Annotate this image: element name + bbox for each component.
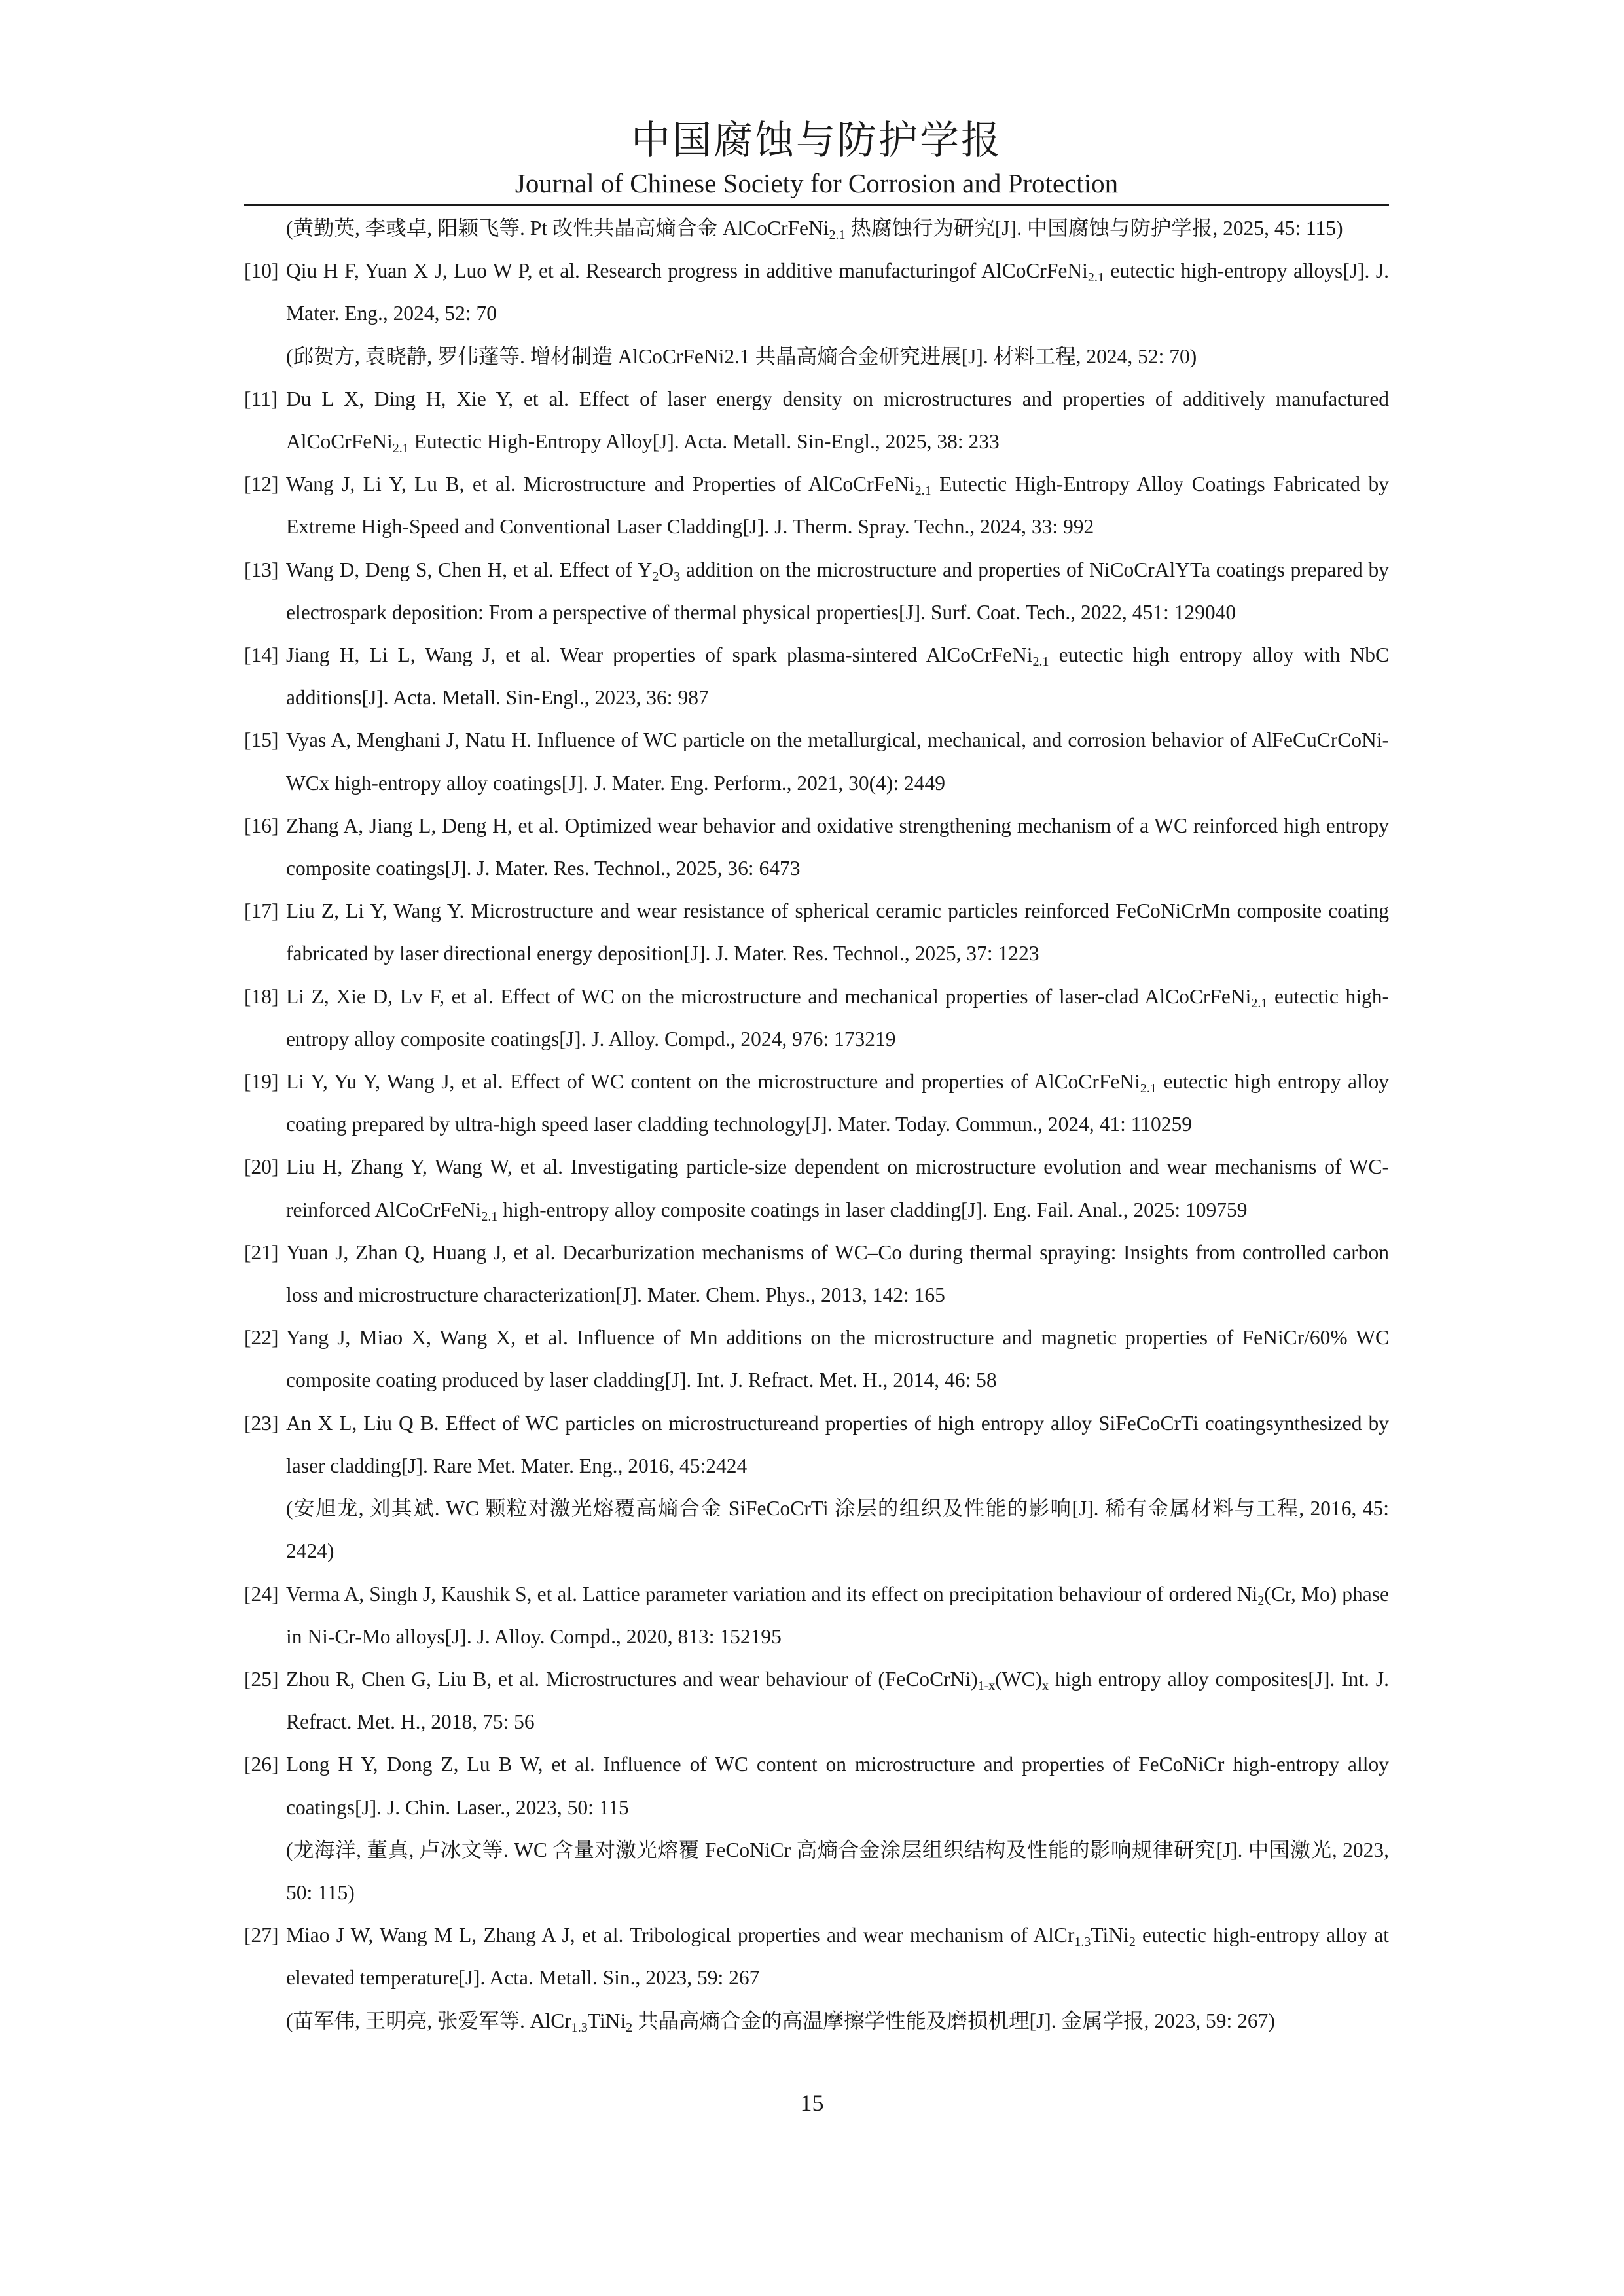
reference-translation: (邱贺方, 袁晓静, 罗伟蓬等. 增材制造 AlCoCrFeNi2.1 共晶高熵合金研究进展[J]. 材料工程, 2024, 52: 70): [286, 344, 1197, 368]
reference-text: Li Y, Yu Y, Wang J, et al. Effect of WC content on the microstructure and properties of AlCoCrFeNi$_{2.1}$ eutectic high entropy alloy coating prepared by ultra-high speed laser cladding technology[J]. Mater. Today. Commun., 2024, 41: 110259: [286, 1070, 1389, 1136]
reference-entry: [244, 975, 1389, 1060]
reference-text: (黄勤英, 李彧卓, 阳颖飞等. Pt 改性共晶高熵合金 AlCoCrFeNi$_{2.1}$ 热腐蚀行为研究[J]. 中国腐蚀与防护学报, 2025, 45: 115): [286, 217, 1343, 242]
reference-number: [11]: [244, 387, 278, 410]
reference-number: [16]: [244, 814, 279, 837]
reference-entry: [244, 1658, 1389, 1743]
reference-number: [21]: [244, 1240, 279, 1264]
reference-number: [10]: [244, 259, 279, 283]
reference-translation: (苗军伟, 王明亮, 张爱军等. AlCr$_{1.3}$TiNi$_2$ 共晶高熵合金的高温摩擦学性能及磨损机理[J]. 金属学报, 2023, 59: 267): [286, 2009, 1275, 2035]
reference-text: Yang J, Miao X, Wang X, et al. Influence of Mn additions on the microstructure and magnetic properties of FeNiCr/60% WC composite coating produced by laser cladding[J]. Int. J. Refract. Met. H., 2014, 46: 58: [286, 1326, 1389, 1392]
reference-text: Long H Y, Dong Z, Lu B W, et al. Influence of WC content on microstructure and properties of FeCoNiCr high-entropy alloy coatings[J]. J. Chin. Laser., 2023, 50: 115: [286, 1753, 1389, 1819]
reference-text: Miao J W, Wang M L, Zhang A J, et al. Tribological properties and wear mechanism of AlCr$_{1.3}$TiNi$_2$ eutectic high-entropy alloy at elevated temperature[J]. Acta. Metall. Sin., 2023, 59: 267: [286, 1924, 1389, 1990]
reference-text: Du L X, Ding H, Xie Y, et al. Effect of laser energy density on microstructures and properties of additively manufactured AlCoCrFeNi$_{2.1}$ Eutectic High-Entropy Alloy[J]. Acta. Metall. Sin-Engl., 2025, 38: 233: [286, 387, 1389, 456]
reference-text: Zhang A, Jiang L, Deng H, et al. Optimized wear behavior and oxidative strengthening mechanism of a WC reinforced high entropy composite coatings[J]. J. Mater. Res. Technol., 2025, 36: 6473: [286, 814, 1389, 880]
reference-entry: [244, 1316, 1389, 1401]
reference-entry: [244, 1402, 1389, 1573]
reference-entry: [244, 1231, 1389, 1316]
reference-text: Yuan J, Zhan Q, Huang J, et al. Decarburization mechanisms of WC–Co during thermal spraying: Insights from controlled carbon loss and microstructure characterization[J]. Mater. Chem. Phys., 2013, 142: 165: [286, 1240, 1389, 1307]
reference-number: [23]: [244, 1411, 279, 1435]
reference-entry: [244, 207, 1389, 249]
journal-title-chinese: 中国腐蚀与防护学报: [631, 119, 1002, 162]
reference-text: Wang J, Li Y, Lu B, et al. Microstructure and Properties of AlCoCrFeNi$_{2.1}$ Eutectic High-Entropy Alloy Coatings Fabricated by Extreme High-Speed and Conventional Laser Cladding[J]. J. Therm. Spray. Techn., 2024, 33: 992: [286, 473, 1389, 539]
reference-number: [17]: [244, 899, 279, 923]
reference-entry: [244, 719, 1389, 804]
reference-number: [25]: [244, 1667, 279, 1691]
page-header: [244, 117, 1389, 206]
reference-number: [26]: [244, 1753, 279, 1776]
reference-text: Li Z, Xie D, Lv F, et al. Effect of WC on the microstructure and mechanical properties of laser-clad AlCoCrFeNi$_{2.1}$ eutectic high-entropy alloy composite coatings[J]. J. Alloy. Compd., 2024, 976: 173219: [286, 984, 1389, 1050]
reference-translation: (龙海洋, 董真, 卢冰文等. WC 含量对激光熔覆 FeCoNiCr 高熵合金涂层组织结构及性能的影响规律研究[J]. 中国激光, 2023, 50: 115): [286, 1838, 1389, 1904]
reference-entry: [244, 1914, 1389, 2042]
reference-entry: [244, 1145, 1389, 1230]
reference-text: Zhou R, Chen G, Liu B, et al. Microstructures and wear behaviour of $(FeCoCrNi)_{1-x}(WC)_x$ high entropy alloy composites[J]. Int. J. Refract. Met. H., 2018, 75: 56: [286, 1667, 1389, 1734]
reference-text: Vyas A, Menghani J, Natu H. Influence of WC particle on the metallurgical, mechanical, and corrosion behavior of AlFeCuCrCoNi-WCx high-entropy alloy coatings[J]. J. Mater. Eng. Perform., 2021, 30(4): 2449: [286, 728, 1389, 795]
reference-entry: [244, 1060, 1389, 1145]
reference-number: [24]: [244, 1582, 279, 1605]
reference-text: Liu H, Zhang Y, Wang W, et al. Investigating particle-size dependent on microstructure evolution and wear mechanisms of WC-reinforced AlCoCrFeNi$_{2.1}$ high-entropy alloy composite coatings in laser cladding[J]. Eng. Fail. Anal., 2025: 109759: [286, 1155, 1389, 1224]
reference-entry: [244, 804, 1389, 889]
reference-entry: [244, 1743, 1389, 1914]
reference-number: [13]: [244, 558, 279, 581]
reference-translation: (安旭龙, 刘其斌. WC 颗粒对激光熔覆高熵合金 SiFeCoCrTi 涂层的组织及性能的影响[J]. 稀有金属材料与工程, 2016, 45: 2424): [286, 1497, 1389, 1563]
reference-entry: [244, 378, 1389, 463]
reference-text: An X L, Liu Q B. Effect of WC particles on microstructureand properties of high entropy alloy SiFeCoCrTi coatingsynthesized by laser cladding[J]. Rare Met. Mater. Eng., 2016, 45:2424: [286, 1411, 1389, 1477]
journal-title-english: Journal of Chinese Society for Corrosion and Protection: [514, 168, 1119, 198]
reference-number: [15]: [244, 728, 279, 752]
reference-entry: [244, 889, 1389, 975]
reference-number: [14]: [244, 643, 279, 667]
reference-text: Verma A, Singh J, Kaushik S, et al. Lattice parameter variation and its effect on precipitation behaviour of ordered $Ni_2(Cr$, Mo) phase in Ni-Cr-Mo alloys[J]. J. Alloy. Compd., 2020, 813: 152195: [286, 1582, 1389, 1648]
reference-entry: [244, 634, 1389, 719]
reference-number: [20]: [244, 1155, 279, 1179]
reference-number: [22]: [244, 1326, 279, 1350]
reference-number: [27]: [244, 1924, 279, 1947]
reference-text: Wang D, Deng S, Chen H, et al. Effect of $Y_2O_3$ addition on the microstructure and properties of NiCoCrAlYTa coatings prepared by electrospark deposition: From a perspective of thermal physical properties[J]. Surf. Coat. Tech., 2022, 451: 129040: [286, 558, 1389, 624]
reference-number: [18]: [244, 984, 279, 1008]
reference-number: [19]: [244, 1070, 279, 1094]
reference-entry: [244, 1573, 1389, 1658]
header-divider: [244, 204, 1389, 206]
reference-entry: [244, 463, 1389, 548]
reference-text: Jiang H, Li L, Wang J, et al. Wear properties of spark plasma-sintered AlCoCrFeNi$_{2.1}$ eutectic high entropy alloy with NbC additions[J]. Acta. Metall. Sin-Engl., 2023, 36: 987: [286, 643, 1389, 709]
reference-entry: [244, 249, 1389, 378]
reference-text: Qiu H F, Yuan X J, Luo W P, et al. Research progress in additive manufacturingof AlCoCrFeNi$_{2.1}$ eutectic high-entropy alloys[J]. J. Mater. Eng., 2024, 52: 70: [286, 259, 1390, 325]
reference-text: Liu Z, Li Y, Wang Y. Microstructure and wear resistance of spherical ceramic particles reinforced FeCoNiCrMn composite coating fabricated by laser directional energy deposition[J]. J. Mater. Res. Technol., 2025, 37: 1223: [286, 899, 1389, 965]
reference-number: [12]: [244, 473, 279, 496]
page-number: 15: [800, 2090, 824, 2116]
reference-entry: [244, 548, 1389, 634]
reference-list: [244, 207, 1389, 2042]
